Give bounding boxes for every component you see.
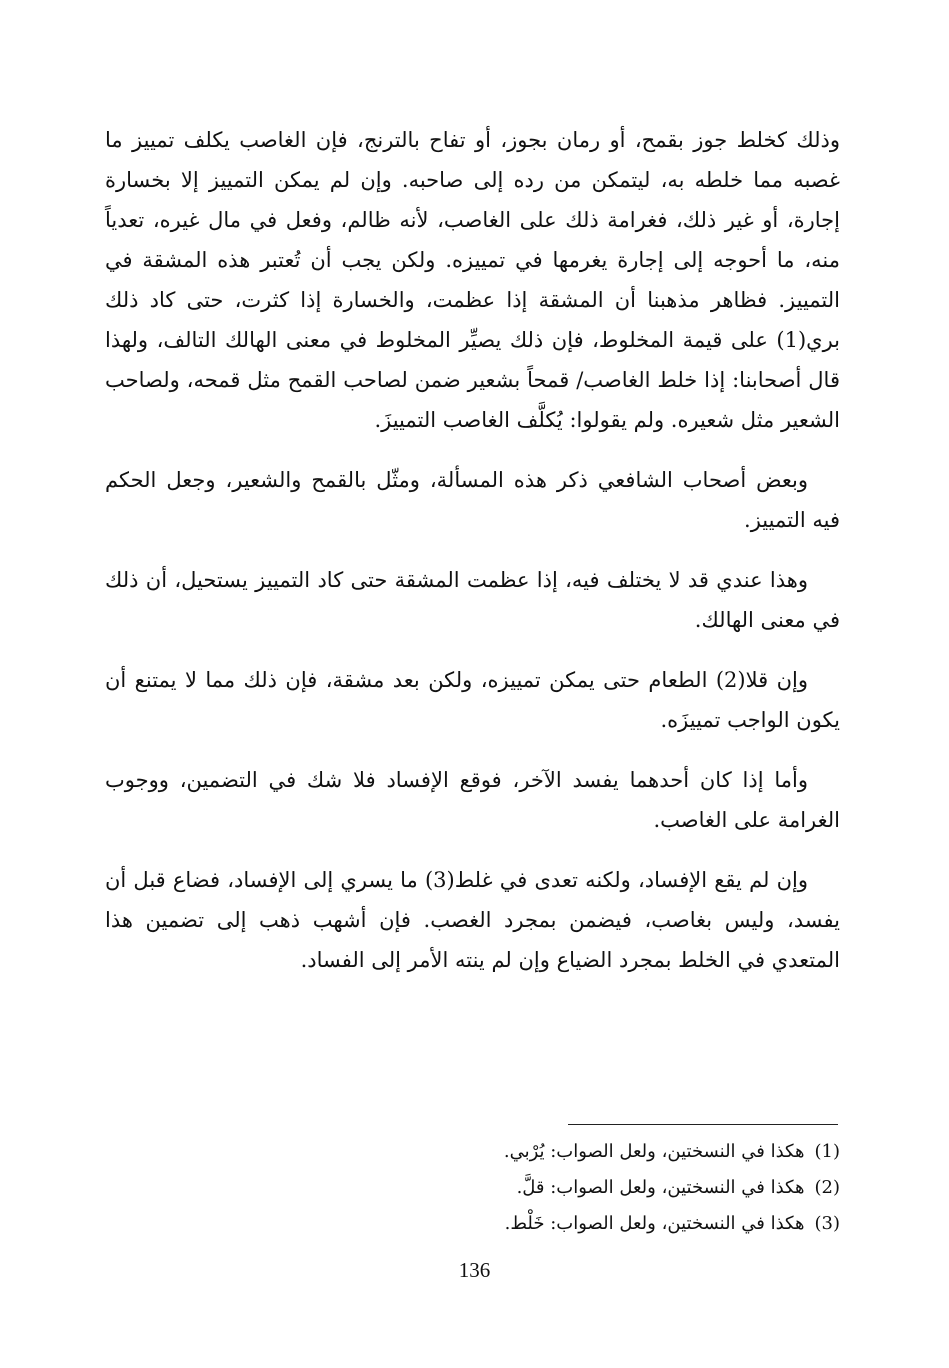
footnote-3: [240, 1206, 840, 1242]
paragraph-6: وإن لم يقع الإفساد، ولكنه تعدى في غلط(3) ما يسري إلى الإفساد، فضاع قبل أن يفسد، وليس بغاصب، فيضمن بمجرد الغصب. فإن أشهب ذهب إلى تضمين هذا المتعدي في الخلط بمجرد الضياع وإن لم ينته الأمر إلى الفساد.: [105, 868, 840, 972]
page-number: 136: [458, 1258, 491, 1282]
main-text: [105, 120, 840, 1000]
footnote-number: (3): [814, 1213, 840, 1234]
paragraph-5: وأما إذا كان أحدهما يفسد الآخر، فوقع الإفساد فلا شك في التضمين، ووجوب الغرامة على الغاصب.: [105, 768, 840, 832]
footnote-2: [240, 1170, 840, 1206]
footnote-number: (1): [814, 1141, 840, 1162]
paragraph-3: وهذا عندي قد لا يختلف فيه، إذا عظمت المشقة حتى كاد التمييز يستحيل، أن ذلك في معنى الهالك.: [105, 568, 840, 632]
paragraph-2: وبعض أصحاب الشافعي ذكر هذه المسألة، ومثّل بالقمح والشعير، وجعل الحكم فيه التمييز.: [105, 468, 840, 532]
footnotes: [240, 1134, 840, 1242]
paragraph-4: وإن قلا(2) الطعام حتى يمكن تمييزه، ولكن بعد مشقة، فإن ذلك مما لا يمتنع أن يكون الواجب تمييزَه.: [105, 668, 840, 732]
footnote-1: [240, 1134, 840, 1170]
footnote-text: هكذا في النسختين، ولعل الصواب: يُرْبي.: [503, 1141, 805, 1162]
footnote-text: هكذا في النسختين، ولعل الصواب: قلَّ.: [516, 1177, 805, 1198]
footnote-number: (2): [814, 1177, 840, 1198]
footnote-text: هكذا في النسختين، ولعل الصواب: خَلْط.: [504, 1213, 805, 1234]
footnote-separator: [568, 1124, 838, 1125]
paragraph-1: وذلك كخلط جوز بقمح، أو رمان بجوز، أو تفاح بالترنج، فإن الغاصب يكلف تمييز ما غصبه مما خلطه به، ليتمكن من رده إلى صاحبه. وإن لم يمكن التمييز إلا بخسارة إجارة، أو غير ذلك، فغرامة ذلك على الغاصب، لأنه ظالم، وفعل في مال غيره، تعدياً منه، ما أحوجه إلى إجارة يغرمها في تمييزه. ولكن يجب أن تُعتبر هذه المشقة في التمييز. فظاهر مذهبنا أن المشقة إذا عظمت، والخسارة إذا كثرت، حتى كاد ذلك بري(1) على قيمة المخلوط، فإن ذلك يصيِّر المخلوط في معنى الهالك التالف، ولهذا قال أصحابنا: إذا خلط الغاصب/ قمحاً بشعير ضمن لصاحب القمح مثل قمحه، ولصاحب الشعير مثل شعيره. ولم يقولوا: يُكلَّف الغاصب التمييزَ.: [105, 128, 840, 432]
